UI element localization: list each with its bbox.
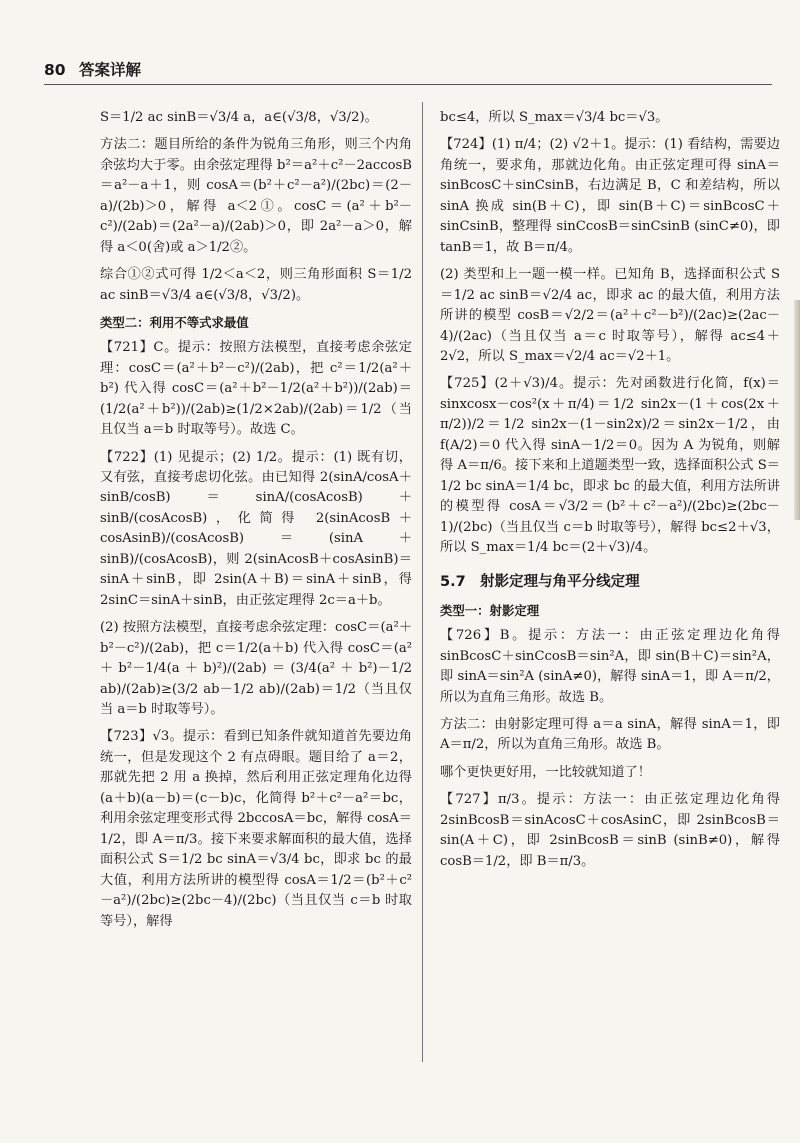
combine-result: 综合①②式可得 1/2＜a＜2，则三角形面积 S＝1/2 ac sinB＝√3/4 a∈(√3/8，√3/2)。: [100, 267, 412, 303]
solution-area-result: S＝1/2 ac sinB＝√3/4 a，a∈(√3/8，√3/2)。: [100, 110, 378, 125]
answer-727: 【727】π/3。提示：方法一：由正弦定理边化角得 2sinBcosB＝sinAcosC＋cosAsinC，即 2sinBcosB＝sin(A＋C)，即 2sinBcosB＝sinB (sinB≠0)，解得 cosB＝1/2，即 B＝π/3。: [440, 792, 780, 869]
header-rule: [44, 84, 772, 85]
answer-724-part2: (2) 类型和上一题一模一样。已知角 B，选择面积公式 S＝1/2 ac sinB＝√2/4 ac，即求 ac 的最大值，利用方法所讲的模型 cosB＝√2/2＝(a²＋c²－b²)/(2ac)≥(2ac－4)/(2ac)（当且仅当 a＝c 时取等号），解得 ac≤4＋2√2，所以 S_max＝√2/4 ac＝√2＋1。: [440, 267, 780, 364]
left-column: [100, 108, 412, 939]
answer-726-remark: 哪个更快更好用，一比较就知道了！: [440, 764, 651, 780]
page-edge-shadow: [794, 300, 800, 520]
column-divider: [422, 102, 423, 1062]
answer-726-method2: 方法二：由射影定理可得 a＝a sinA，解得 sinA＝1，即 A＝π/2，所以为直角三角形。故选 B。: [440, 717, 780, 753]
answer-721: 【721】C。提示：按照方法模型，直接考虑余弦定理：cosC＝(a²＋b²－c²)/(2ab)，把 c²＝1/2(a²＋b²) 代入得 cosC＝(a²＋b²－1/2(a²＋b²))/(2ab)＝(1/2(a²＋b²))/(2ab)≥(1/2×2ab)/(2ab)＝1/2（当且仅当 a＝b 时取等号）。故选 C。: [100, 340, 412, 438]
answer-723-continued: bc≤4，所以 S_max＝√3/4 bc＝√3。: [440, 110, 669, 125]
answer-725: 【725】(2＋√3)/4。提示：先对函数进行化简，f(x)＝sinxcosx－cos²(x＋π/4)＝1/2 sin2x－(1＋cos(2x＋π/2))/2＝1/2 sin2x－(1－sin2x)/2＝sin2x－1/2，由 f(A/2)＝0 代入得 sinA－1/2＝0。因为 A 为锐角，则解得 A＝π/6。接下来和上道题类型一致，选择面积公式 S＝1/2 bc sinA＝1/4 bc，即求 bc 的最大值，利用方法所讲的模型得 cosA＝√3/2＝(b²＋c²－a²)/(2bc)≥(2bc－1)/(2bc)（当且仅当 c＝b 时取等号），解得 bc≤2＋√3，所以 S_max＝1/4 bc＝(2＋√3)/4。: [440, 376, 780, 556]
right-column: [440, 108, 780, 879]
answer-724-part1: 【724】(1) π/4；(2) √2＋1。提示：(1) 看结构，需要边角统一，要求角，那就边化角。由正弦定理可得 sinA＝sinBcosC＋sinCsinB，右边满足 B，C 和差结构，所以 sinA 换成 sin(B＋C)，即 sin(B＋C)＝sinBcosC＋sinCsinB，整理得 sinCcosB＝sinCsinB (sinC≠0)，即 tanB＝1，故 B＝π/4。: [440, 137, 780, 255]
section-heading: 5.7 射影定理与角平分线定理: [440, 573, 640, 590]
subsection-heading: 类型二：利用不等式求最值: [100, 315, 249, 331]
answer-722-part2: (2) 按照方法模型，直接考虑余弦定理：cosC＝(a²＋b²－c²)/(2ab)，把 c＝1/2(a＋b) 代入得 cosC＝(a²＋b²－1/4(a＋b)²)/(2ab)＝(3/4(a²＋b²)－1/2 ab)/(2ab)≥(3/2 ab－1/2 ab)/(2ab)＝1/2（当且仅当 a＝b 时取等号）。: [100, 620, 412, 717]
answer-723: 【723】√3。提示：看到已知条件就知道首先要边角统一，但是发现这个 2 有点碍眼。题目给了 a＝2，那就先把 2 用 a 换掉，然后利用正弦定理角化边得 (a＋b)(a－b)＝(c－b)c，化简得 b²＋c²－a²＝bc，利用余弦定理变形式得 2bccosA＝bc，解得 cosA＝1/2，即 A＝π/3。接下来要求解面积的最大值，选择面积公式 S＝1/2 bc sinA＝√3/4 bc，即求 bc 的最大值，利用方法所讲的模型得 cosA＝1/2＝(b²＋c²－a²)/(2bc)≥(2bc－4)/(2bc)（当且仅当 c＝b 时取等号），解得: [100, 729, 412, 929]
method-two-paragraph: 方法二：题目所给的条件为锐角三角形，则三个内角余弦均大于零。由余弦定理得 b²＝a²＋c²－2accosB＝a²－a＋1，则 cosA＝(b²＋c²－a²)/(2bc)＝(2－a)/(2b)＞0，解得 a＜2①。cosC＝(a²＋b²－c²)/(2ab)＝(2a²－a)/(2ab)＞0，即 2a²－a＞0，解得 a＜0(舍)或 a＞1/2②。: [100, 137, 412, 255]
subsection-heading: 类型一：射影定理: [440, 602, 540, 618]
answer-726-method1: 【726】B。提示：方法一：由正弦定理边化角得 sinBcosC＋sinCcosB＝sin²A，即 sin(B＋C)＝sin²A，即 sinA＝sin²A (sinA≠0)，解得 sinA＝1，即 A＝π/2，所以为直角三角形。故选 B。: [440, 628, 780, 705]
page-title: 答案详解: [78, 61, 141, 79]
page-header: [44, 58, 141, 82]
answer-722-part1: 【722】(1) 见提示；(2) 1/2。提示：(1) 既有切，又有弦，直接考虑切化弦。由已知得 2(sinA/cosA＋sinB/cosB)＝sinA/(cosAcosB)＋sinB/(cosAcosB)，化简得 2(sinAcosB＋cosAsinB)/(cosAcosB)＝(sinA＋sinB)/(cosAcosB)，则 2(sinAcosB＋cosAsinB)＝sinA＋sinB，即 2sin(A＋B)＝sinA＋sinB，得 2sinC＝sinA＋sinB，由正弦定理得 2c＝a＋b。: [100, 449, 412, 608]
page-number: 80: [44, 61, 66, 79]
